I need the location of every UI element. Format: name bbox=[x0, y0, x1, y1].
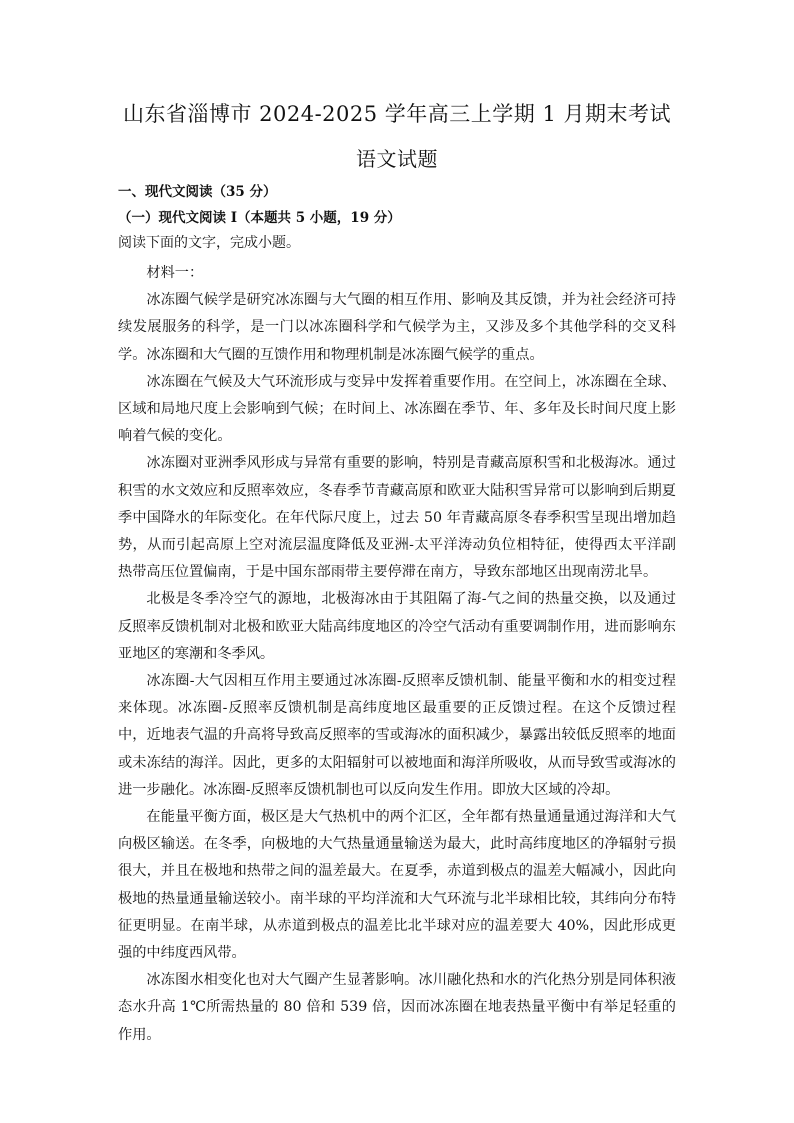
passage-paragraph-1: 冰冻圈气候学是研究冰冻圈与大气圈的相互作用、影响及其反馈，并为社会经济可持续发展服务的科学，是一门以冰冻圈科学和气候学为主，又涉及多个其他学科的交叉科学。冰冻圈和大气圈的互馈作用和物理机制是冰冻圈气候学的重点。 bbox=[118, 292, 676, 363]
exam-subject-title: 语文试题 bbox=[356, 147, 438, 171]
passage-paragraph-6: 在能量平衡方面，极区是大气热机中的两个汇区，全年都有热量通量通过海洋和大气向极区输送。在冬季，向极地的大气热量通量输送为最大，此时高纬度地区的净辐射亏损很大，并且在极地和热带之间的温差最大。在夏季，赤道到极点的温差大幅减小，因此向极地的热量通量输送较小。南半球的平均洋流和大气环流与北半球相比较，其纬向分布特征更明显。在南半球，从赤道到极点的温差比北半球对应的温差要大 40%，因此形成更强的中纬度西风带。 bbox=[118, 809, 676, 962]
exam-title: 山东省淄博市 2024-2025 学年高三上学期 1 月期末考试 bbox=[122, 102, 672, 126]
passage-paragraph-2: 冰冻圈在气候及大气环流形成与变异中发挥着重要作用。在空间上，冰冻圈在全球、区域和局地尺度上会影响到气候；在时间上、冰冻圈在季节、年、多年及长时间尺度上影响着气候的变化。 bbox=[118, 373, 676, 445]
instruction-text: 阅读下面的文字，完成小题。 bbox=[118, 235, 300, 251]
reading-passage bbox=[118, 260, 676, 1049]
section-heading: 一、现代文阅读（35 分） bbox=[118, 184, 277, 200]
passage-paragraph-7: 冰冻图水相变化也对大气圈产生显著影响。冰川融化热和水的汽化热分别是同体积液态水升高 1℃所需热量的 80 倍和 539 倍，因而冰冻圈在地表热量平衡中有举足轻重的作用。 bbox=[118, 972, 676, 1043]
subsection-heading: （一）现代文阅读 I（本题共 5 小题，19 分） bbox=[118, 210, 401, 226]
passage-paragraph-5: 冰冻圈-大气因相互作用主要通过冰冻圈-反照率反馈机制、能量平衡和水的相变过程来体现。冰冻圈-反照率反馈机制是高纬度地区最重要的正反馈过程。在这个反馈过程中，近地表气温的升高将导致高反照率的雪或海冰的面积减少，暴露出较低反照率的地面或未冻结的海洋。因此，更多的太阳辐射可以被地面和海洋所吸收，从而导致雪或海冰的进一步融化。冰冻圈-反照率反馈机制也可以反向发生作用。即放大区域的冷却。 bbox=[118, 673, 676, 798]
passage-paragraph-3: 冰冻圈对亚洲季风形成与异常有重要的影响，特别是青藏高原积雪和北极海冰。通过积雪的水文效应和反照率效应，冬春季节青藏高原和欧亚大陆积雪异常可以影响到后期夏季中国降水的年际变化。在年代际尺度上，过去 50 年青藏高原冬春季积雪呈现出增加趋势，从而引起高原上空对流层温度降低及亚洲-太平洋涛动负位相特征，使得西太平洋副热带高压位置偏南，于是中国东部雨带主要停滞在南方，导致东部地区出现南涝北旱。 bbox=[118, 455, 676, 581]
passage-paragraph-4: 北极是冬季冷空气的源地，北极海冰由于其阻隔了海-气之间的热量交换，以及通过反照率反馈机制对北极和欧亚大陆高纬度地区的冷空气活动有重要调制作用，进而影响东亚地区的寒潮和冬季风。 bbox=[118, 591, 676, 662]
material-label: 材料一： bbox=[146, 265, 204, 281]
